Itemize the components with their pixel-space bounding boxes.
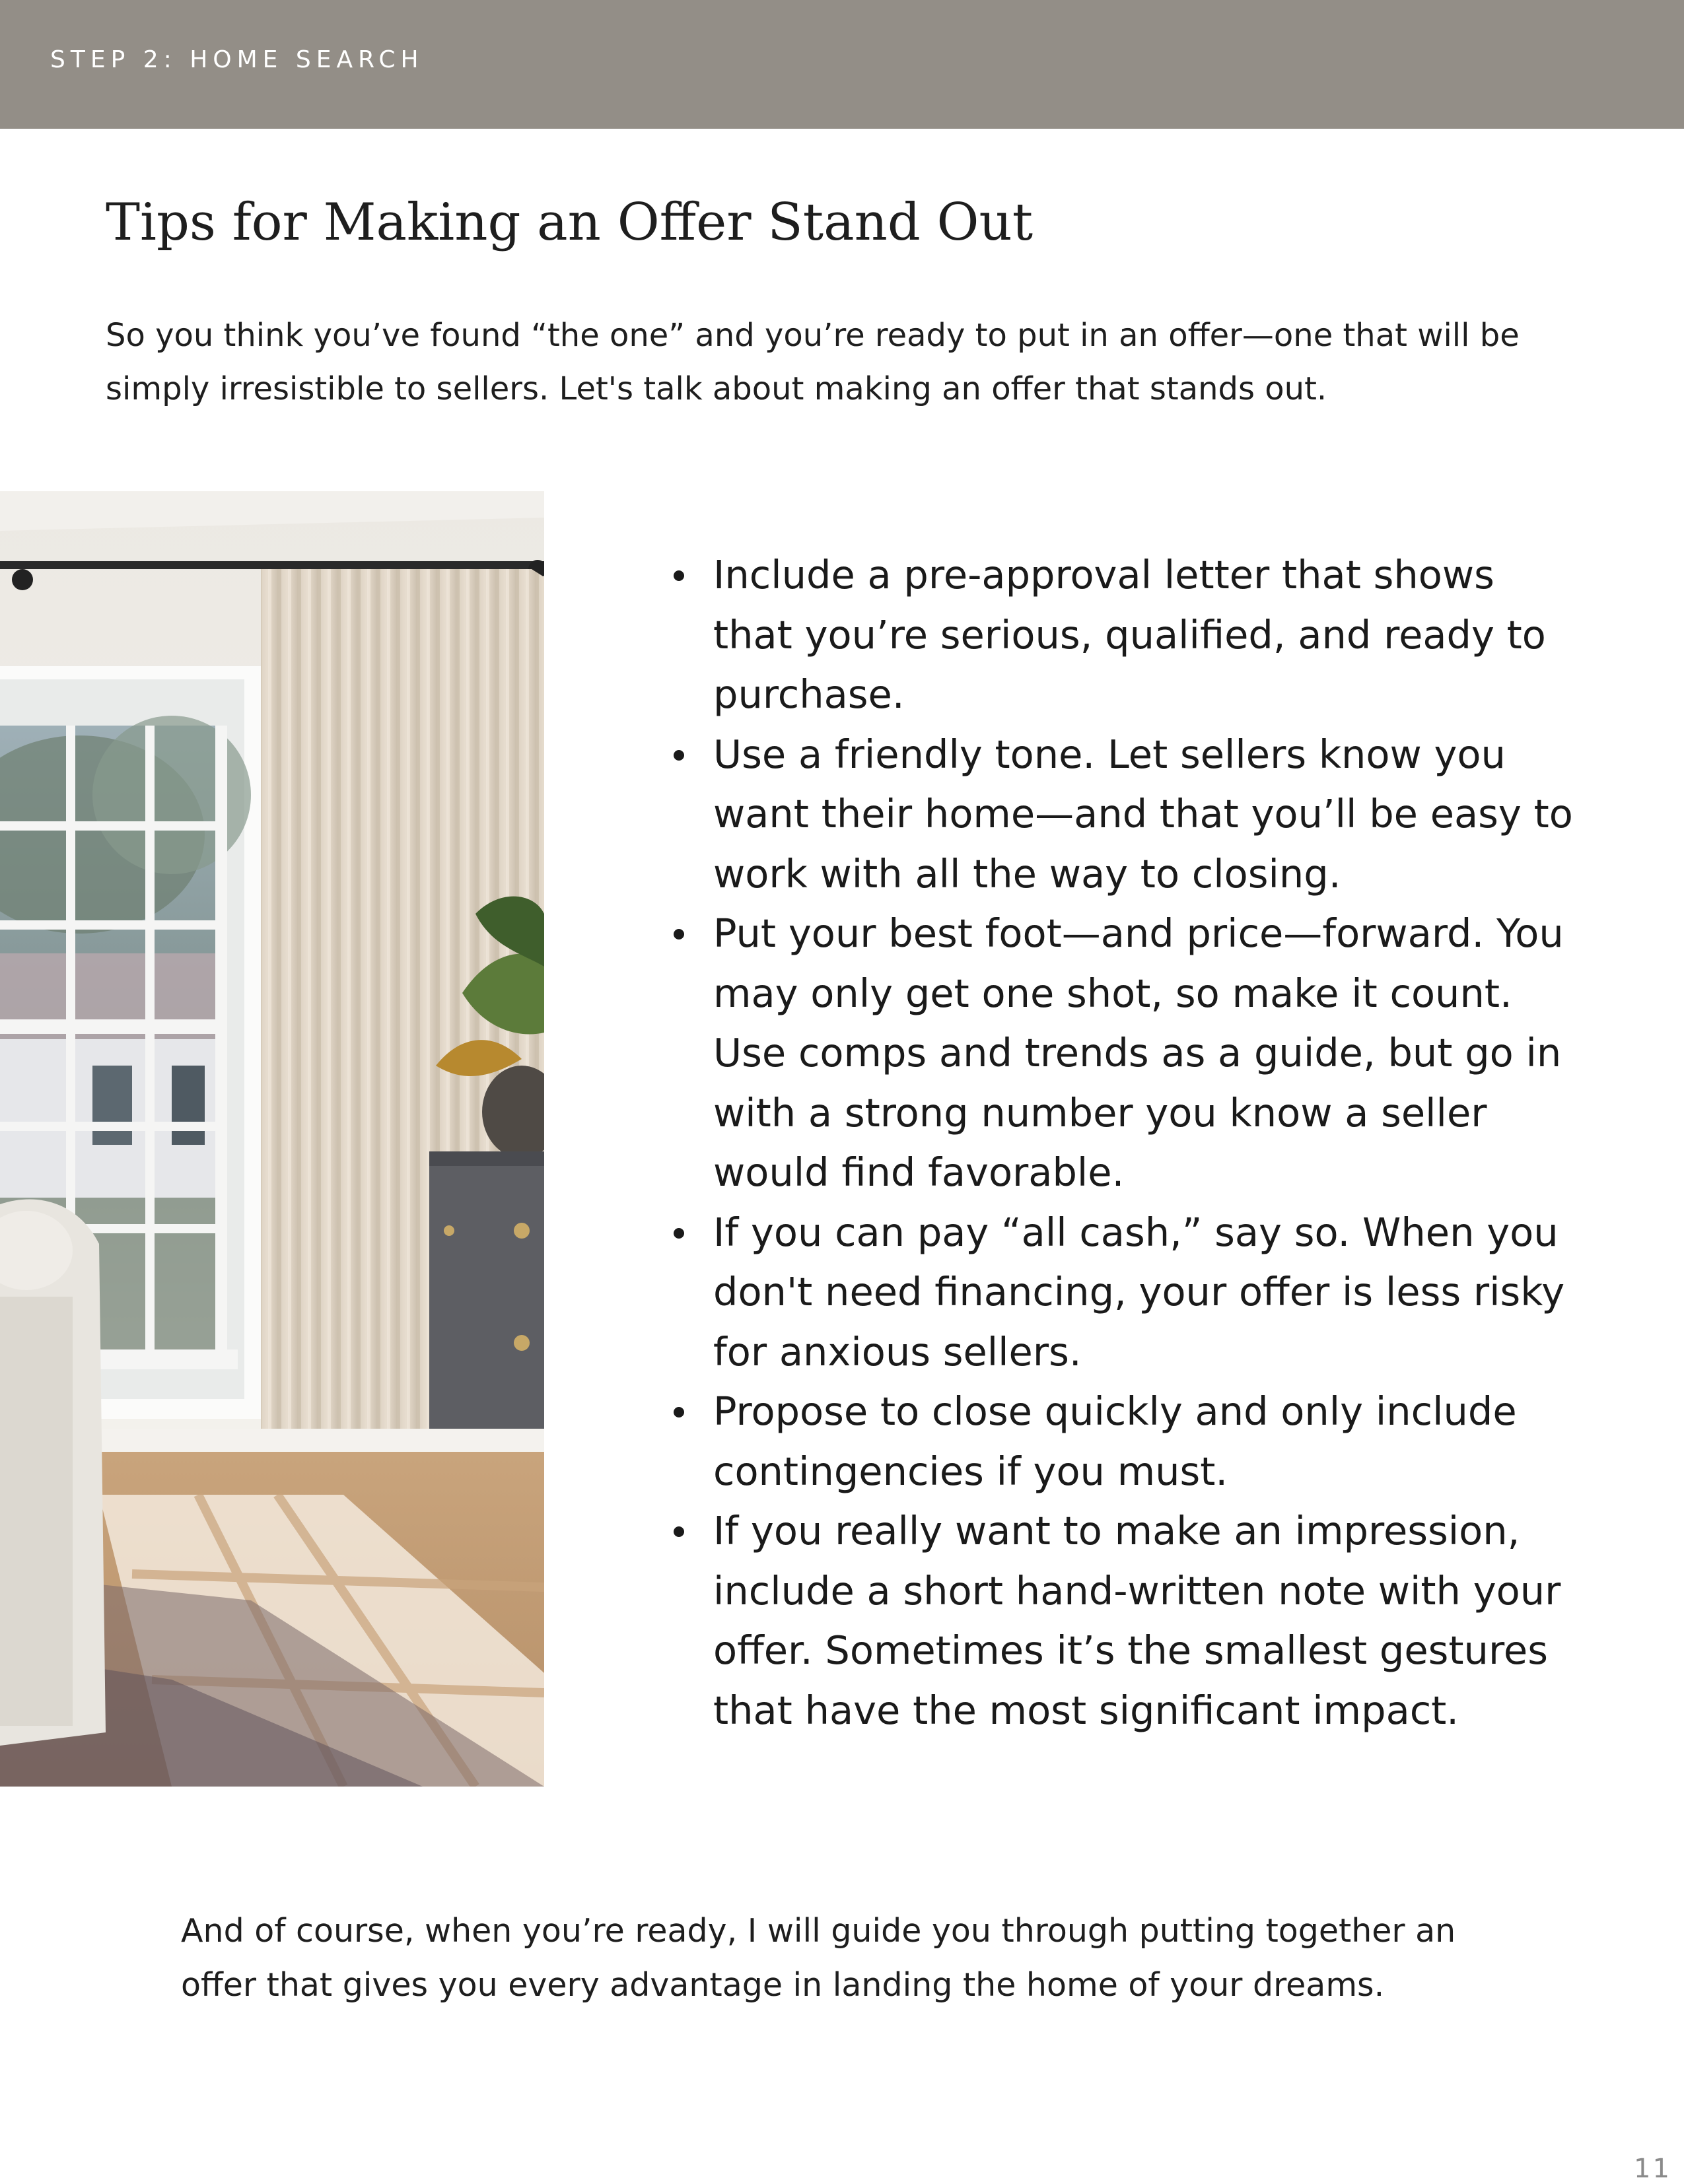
tip-item bbox=[660, 1501, 1585, 1740]
tip-item bbox=[660, 1203, 1585, 1382]
tip-text: Propose to close quickly and only include contingencies if you must. bbox=[713, 1388, 1517, 1494]
tip-item bbox=[660, 545, 1585, 725]
tip-text: Put your best foot—and price—forward. You may only get one shot, so make it count. Use comps and trends as a guide, but go in with a strong number you know a seller would find favorable. bbox=[713, 910, 1564, 1195]
closing-paragraph: And of course, when you’re ready, I will guide you through putting together an offer that gives you every advantage in landing the home of your dreams. bbox=[181, 1912, 1456, 2004]
bullet-icon bbox=[674, 750, 684, 761]
tip-text: Use a friendly tone. Let sellers know you want their home—and that you’ll be easy to work with all the way to closing. bbox=[713, 731, 1573, 897]
bullet-icon bbox=[674, 570, 684, 581]
tip-item bbox=[660, 1382, 1585, 1501]
page-number: 11 bbox=[1634, 2154, 1671, 2184]
bullet-icon bbox=[674, 1407, 684, 1417]
page-header-bar bbox=[0, 0, 1684, 129]
bullet-icon bbox=[674, 1526, 684, 1537]
tips-list bbox=[660, 545, 1585, 1740]
tip-item bbox=[660, 904, 1585, 1203]
tip-text: If you really want to make an impression, include a short hand-written note with your offer. Sometimes it’s the smallest gestures that have the most significant impact. bbox=[713, 1508, 1561, 1733]
tip-text: Include a pre-approval letter that shows that you’re serious, qualified, and ready to purchase. bbox=[713, 552, 1546, 717]
bullet-icon bbox=[674, 929, 684, 939]
tip-item bbox=[660, 725, 1585, 904]
section-label: STEP 2: HOME SEARCH bbox=[50, 46, 424, 73]
bullet-icon bbox=[674, 1228, 684, 1239]
intro-paragraph: So you think you’ve found “the one” and you’re ready to put in an offer—one that will be simply irresistible to sellers. Let's talk about making an offer that stands out. bbox=[106, 317, 1520, 407]
page-title: Tips for Making an Offer Stand Out bbox=[106, 193, 1034, 252]
tip-text: If you can pay “all cash,” say so. When you don't need financing, your offer is less risky for anxious sellers. bbox=[713, 1209, 1565, 1375]
living-room-photo bbox=[0, 491, 544, 1787]
